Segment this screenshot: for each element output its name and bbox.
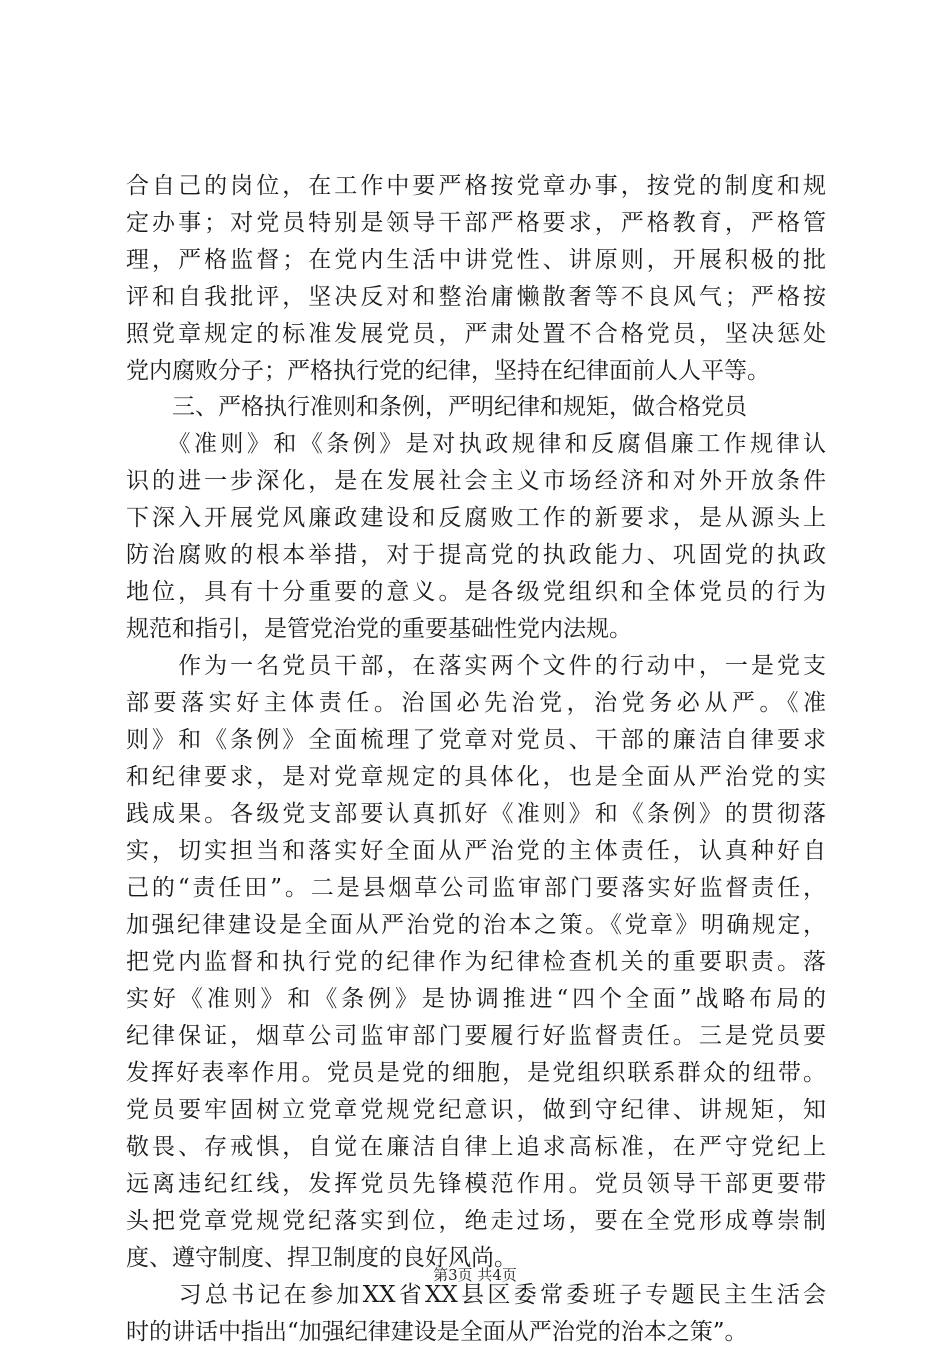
text-line: 践成果。各级党支部要认真抓好《准则》和《条例》的贯彻落 — [126, 801, 826, 827]
text-line: 实好《准则》和《条例》是协调推进“四个全面”战略布局的 — [126, 986, 826, 1012]
text-line: 下深入开展党风廉政建设和反腐败工作的新要求，是从源头上 — [126, 505, 826, 531]
text-line: 度、遵守制度、捍卫制度的良好风尚。 — [126, 1245, 517, 1271]
text-line: 远离违纪红线，发挥党员先锋模范作用。党员领导干部更要带 — [126, 1171, 826, 1197]
text-line: 习总书记在参加XX省XX县区委常委班子专题民主生活会 — [126, 1282, 826, 1308]
text-line: 纪律保证，烟草公司监审部门要履行好监督责任。三是党员要 — [126, 1023, 826, 1049]
paragraph-block-continuation — [126, 168, 826, 390]
paragraph-block-section-three — [126, 389, 826, 1351]
text-line: 发挥好表率作用。党员是党的细胞，是党组织联系群众的纽带。 — [126, 1060, 826, 1086]
text-line: 防治腐败的根本举措，对于提高党的执政能力、巩固党的执政 — [126, 542, 826, 568]
text-line: 识的进一步深化，是在发展社会主义市场经济和对外开放条件 — [126, 468, 826, 494]
text-line: 时的讲话中指出“加强纪律建设是全面从严治党的治本之策”。 — [126, 1319, 748, 1345]
text-line: 把党内监督和执行党的纪律作为纪律检查机关的重要职责。落 — [126, 949, 826, 975]
text-line: 党员要牢固树立党章党规党纪意识，做到守纪律、讲规矩，知 — [126, 1097, 826, 1123]
text-line: 则》和《条例》全面梳理了党章对党员、干部的廉洁自律要求 — [126, 727, 826, 753]
text-line: 评和自我批评，坚决反对和整治庸懒散奢等不良风气；严格按 — [126, 284, 826, 310]
text-line: 《准则》和《条例》是对执政规律和反腐倡廉工作规律认 — [126, 431, 826, 457]
text-line: 合自己的岗位，在工作中要严格按党章办事，按党的制度和规 — [126, 173, 826, 199]
text-line: 党内腐败分子；严格执行党的纪律，坚持在纪律面前人人平等。 — [126, 358, 770, 384]
text-line: 定办事；对党员特别是领导干部严格要求，严格教育，严格管 — [126, 210, 826, 236]
page-footer: 第3页 共4页 — [433, 1266, 517, 1284]
text-line: 规范和指引，是管党治党的重要基础性党内法规。 — [126, 616, 632, 642]
text-line: 加强纪律建设是全面从严治党的治本之策。《党章》明确规定， — [126, 912, 826, 938]
text-line: 照党章规定的标准发展党员，严肃处置不合格党员，坚决惩处 — [126, 321, 826, 347]
text-line: 地位，具有十分重要的意义。是各级党组织和全体党员的行为 — [126, 579, 826, 605]
text-line: 部要落实好主体责任。治国必先治党，治党务必从严。《准 — [126, 690, 826, 716]
text-line: 理，严格监督；在党内生活中讲党性、讲原则，开展积极的批 — [126, 247, 826, 273]
text-line: 己的“责任田”。二是县烟草公司监审部门要落实好监督责任， — [126, 875, 826, 901]
text-line: 实，切实担当和落实好全面从严治党的主体责任，认真种好自 — [126, 838, 826, 864]
text-line: 头把党章党规党纪落实到位，绝走过场，要在全党形成尊崇制 — [126, 1208, 826, 1234]
text-line: 作为一名党员干部，在落实两个文件的行动中，一是党支 — [126, 653, 826, 679]
text-line: 和纪律要求，是对党章规定的具体化，也是全面从严治党的实 — [126, 764, 826, 790]
text-line: 敬畏、存戒惧，自觉在廉洁自律上追求高标准，在严守党纪上 — [126, 1134, 826, 1160]
text-line: 三、严格执行准则和条例，严明纪律和规矩，做合格党员 — [126, 394, 747, 420]
